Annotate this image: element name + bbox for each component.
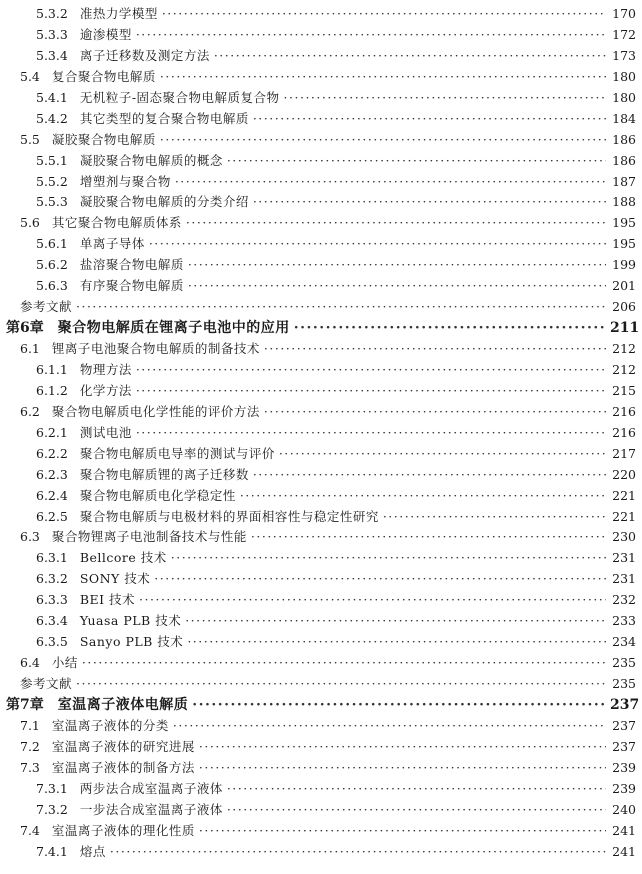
dot-leader [192,695,606,716]
toc-references-entry[interactable] [6,297,636,318]
toc-entry-page-number: 241 [612,843,636,859]
toc-entry[interactable] [6,88,636,109]
toc-entry-page-number: 216 [612,403,636,419]
toc-entry[interactable] [6,381,636,402]
dot-leader [214,46,606,67]
toc-chapter-entry[interactable] [6,695,640,716]
toc-entry-number: 6.2.3 [36,466,68,482]
toc-entry-number: 7.4.1 [36,843,68,859]
dot-leader [199,821,606,842]
toc-entry[interactable] [6,172,636,193]
dot-leader [162,4,606,25]
toc-entry-page-number: 237 [612,717,636,733]
toc-entry-number: 6.3.2 [36,571,68,587]
toc-entry-page-number: 212 [612,341,636,356]
toc-entry-page-number: 241 [612,822,636,838]
dot-leader [188,276,606,297]
dot-leader [173,716,606,737]
dot-leader [76,674,606,695]
toc-entry-page-number: 235 [612,655,636,671]
toc-entry-page-number: 195 [612,215,636,231]
toc-entry-title: 室温离子液体的理化性质 [51,822,195,838]
dot-leader [175,172,606,193]
toc-entry-number: 6.3.5 [36,634,68,650]
toc-entry-number: 6.3 [20,529,40,545]
toc-entry-title: 准热力学模型 [79,6,158,21]
toc-entry[interactable] [6,192,636,213]
toc-entry-title: Yuasa PLB 技术 [79,613,182,629]
toc-entry-title: 增塑剂与聚合物 [79,173,171,189]
toc-entry-page-number: 220 [612,466,636,482]
toc-entry-number: 7.3.2 [36,801,68,817]
toc-entry[interactable] [6,590,636,611]
toc-entry-page-number: 206 [612,299,636,315]
dot-leader [154,569,606,590]
toc-entry-page-number: 239 [612,780,636,796]
dot-leader [240,486,606,507]
toc-entry-title: 无机粒子-固态聚合物电解质复合物 [79,89,280,105]
dot-leader [227,779,606,800]
toc-entry-page-number: 231 [612,550,636,566]
dot-leader [294,318,606,339]
toc-entry[interactable] [6,360,636,381]
toc-entry[interactable] [6,255,636,276]
toc-entry-title: 聚合物锂离子电池制备技术与性能 [51,529,247,545]
toc-entry-number: 5.4.2 [36,110,68,126]
toc-entry-page-number: 212 [612,361,636,377]
dot-leader [253,192,606,213]
dot-leader [76,297,606,318]
toc-entry-number: 7.4 [20,822,40,838]
toc-entry[interactable] [6,46,636,67]
dot-leader [136,360,606,381]
toc-entry[interactable] [6,4,636,25]
toc-entry-number: 6.2.5 [36,508,68,524]
toc-entry-title: 离子迁移数及测定方法 [79,47,210,63]
toc-entry-page-number: 170 [612,6,636,21]
toc-entry-number: 6.3.3 [36,592,68,608]
dot-leader [264,339,606,360]
toc-entry-number: 5.6 [20,215,40,231]
toc-entry[interactable] [6,486,636,507]
toc-entry-number: 7.3 [20,759,40,775]
toc-entry-page-number: 240 [612,801,636,817]
toc-entry-title: 聚合物电解质电化学性能的评价方法 [51,403,260,419]
toc-entry-page-number: 233 [612,613,636,629]
toc-entry-title: 聚合物电解质电导率的测试与评价 [79,445,275,461]
toc-entry-page-number: 188 [612,194,636,210]
toc-entry-page-number: 239 [612,759,636,775]
toc-entry-title: 凝胶聚合物电解质 [51,131,156,147]
toc-entry-title: Sanyo PLB 技术 [79,634,184,650]
toc-entry[interactable] [6,109,636,130]
toc-entry[interactable] [6,507,636,528]
dot-leader [383,507,606,528]
dot-leader [82,653,606,674]
toc-entry[interactable] [6,234,636,255]
toc-entry-number: 6.3.4 [36,613,68,629]
toc-entry-page-number: 199 [612,257,636,273]
dot-leader [199,758,606,779]
toc-entry[interactable] [6,758,636,779]
dot-leader [227,800,606,821]
dot-leader [227,151,606,172]
toc-entry[interactable] [6,842,636,863]
toc-entry-number: 6.2.2 [36,445,68,461]
toc-entry-page-number: 231 [612,571,636,587]
toc-entry-number: 5.6.1 [36,236,68,252]
dot-leader [136,423,606,444]
toc-entry-title: 室温离子液体的分类 [51,717,169,733]
toc-entry-page-number: 237 [610,696,640,713]
toc-entry-title: 盐溶聚合物电解质 [79,257,184,273]
toc-entry[interactable] [6,25,636,46]
toc-entry-title: 室温离子液体的制备方法 [51,759,195,775]
toc-entry[interactable] [6,527,636,548]
toc-entry-number: 5.5.1 [36,152,68,168]
toc-entry[interactable] [6,423,636,444]
toc-entry-page-number: 201 [612,278,636,294]
toc-entry-title: 室温离子液体的研究进展 [51,738,195,754]
toc-entry-number: 6.3.1 [36,550,68,566]
toc-entry-number: 6.2 [20,403,40,419]
toc-entry-title: 一步法合成室温离子液体 [79,801,223,817]
toc-entry-page-number: 215 [612,382,636,398]
toc-entry-number: 6.4 [20,655,40,671]
toc-entry-title: 小结 [51,655,78,671]
dot-leader [253,465,606,486]
toc-entry-title: 聚合物电解质在锂离子电池中的应用 [57,320,290,337]
toc-entry-page-number: 180 [612,89,636,105]
toc-entry-page-number: 187 [612,173,636,189]
toc-chapter-entry[interactable] [6,318,640,339]
toc-entry-number: 5.4.1 [36,89,68,105]
toc-entry-title: Bellcore 技术 [79,550,167,566]
toc-entry-number: 6.2.4 [36,487,68,503]
dot-leader [264,402,606,423]
toc-entry-number: 5.6.2 [36,257,68,273]
toc-entry-title: BEI 技术 [79,592,136,608]
toc-entry-title: 测试电池 [79,424,132,440]
dot-leader [284,88,606,109]
dot-leader [185,611,606,632]
toc-entry-number: 5.3.3 [36,26,68,42]
toc-entry-title: SONY 技术 [79,571,151,587]
toc-entry-title: 聚合物电解质锂的离子迁移数 [79,466,249,482]
toc-entry[interactable] [6,821,636,842]
toc-entry-title: 有序聚合物电解质 [79,278,184,294]
toc-entry[interactable] [6,213,636,234]
dot-leader [149,234,606,255]
dot-leader [160,130,606,151]
dot-leader [186,213,606,234]
toc-entry-title: 单离子导体 [79,236,145,252]
toc-entry-number: 5.3.4 [36,47,68,63]
dot-leader [279,444,606,465]
toc-entry[interactable] [6,444,636,465]
toc-entry-number: 5.6.3 [36,278,68,294]
toc-entry[interactable] [6,800,636,821]
dot-leader [188,255,606,276]
toc-entry[interactable] [6,737,636,758]
toc-entry-page-number: 195 [612,236,636,252]
toc-entry[interactable] [6,632,636,653]
toc-entry-page-number: 186 [612,152,636,168]
dot-leader [139,590,606,611]
toc-entry[interactable] [6,465,636,486]
toc-entry[interactable] [6,402,636,423]
toc-entry-page-number: 234 [612,634,636,650]
toc-entry[interactable] [6,130,636,151]
toc-entry-number: 6.2.1 [36,424,68,440]
toc-entry-page-number: 237 [612,738,636,754]
toc-entry-page-number: 221 [612,487,636,503]
toc-entry-number: 6.1 [20,341,40,356]
toc-entry-number: 第6章 [6,320,44,337]
toc-entry-number: 6.1.1 [36,361,68,377]
toc-entry-number: 7.2 [20,738,40,754]
toc-entry[interactable] [6,339,636,360]
toc-entry-page-number: 180 [612,68,636,84]
toc-entry-title: 凝胶聚合物电解质的概念 [79,152,223,168]
toc-entry-title: 两步法合成室温离子液体 [79,780,223,796]
toc-entry[interactable] [6,716,636,737]
toc-entry-number: 5.5.3 [36,194,68,210]
toc-entry-page-number: 184 [612,110,636,126]
toc-entry[interactable] [6,67,636,88]
toc-entry-title: 复合聚合物电解质 [51,68,156,84]
toc-entry-page-number: 221 [612,508,636,524]
toc-entry[interactable] [6,548,636,569]
toc-entry-page-number: 235 [612,676,636,691]
toc-entry[interactable] [6,653,636,674]
toc-entry-page-number: 211 [610,320,640,337]
toc-entry-number: 7.1 [20,717,40,733]
dot-leader [253,109,606,130]
toc-entry-page-number: 216 [612,424,636,440]
toc-entry-number: 5.5.2 [36,173,68,189]
dot-leader [251,527,606,548]
toc-entry-number: 第7章 [6,696,44,713]
dot-leader [136,381,606,402]
toc-entry-title: 化学方法 [79,382,132,398]
toc-entry[interactable] [6,276,636,297]
toc-entry-title: 其它类型的复合聚合物电解质 [79,110,249,126]
toc-entry-page-number: 232 [612,592,636,608]
toc-entry[interactable] [6,611,636,632]
toc-entry-title: 其它聚合物电解质体系 [51,215,182,231]
toc-entry[interactable] [6,779,636,800]
toc-entry-page-number: 173 [612,47,636,63]
dot-leader [187,632,606,653]
toc-entry-title: 聚合物电解质电化学稳定性 [79,487,236,503]
toc-entry-title: 参考文献 [20,299,73,315]
toc-entry-title: 物理方法 [79,361,132,377]
dot-leader [171,548,606,569]
dot-leader [199,737,606,758]
toc-entry-title: 聚合物电解质与电极材料的界面相容性与稳定性研究 [79,508,379,524]
dot-leader [110,842,606,863]
toc-entry-page-number: 172 [612,26,636,42]
toc-entry-number: 5.3.2 [36,6,68,21]
toc-entry-number: 7.3.1 [36,780,68,796]
toc-references-entry[interactable] [6,674,636,695]
toc-entry-number: 5.4 [20,68,40,84]
dot-leader [136,25,606,46]
dot-leader [160,67,606,88]
toc-entry-number: 6.1.2 [36,382,68,398]
toc-entry-page-number: 186 [612,131,636,147]
toc-entry-title: 室温离子液体电解质 [57,696,189,713]
toc-entry[interactable] [6,569,636,590]
toc-entry-title: 逾渗模型 [79,26,132,42]
toc-entry-page-number: 230 [612,529,636,545]
toc-entry[interactable] [6,151,636,172]
toc-entry-title: 锂离子电池聚合物电解质的制备技术 [51,341,260,356]
toc-entry-number: 5.5 [20,131,40,147]
toc-entry-title: 凝胶聚合物电解质的分类介绍 [79,194,249,210]
toc-entry-title: 熔点 [79,843,106,859]
toc-entry-title: 参考文献 [20,676,73,691]
toc-entry-page-number: 217 [612,445,636,461]
